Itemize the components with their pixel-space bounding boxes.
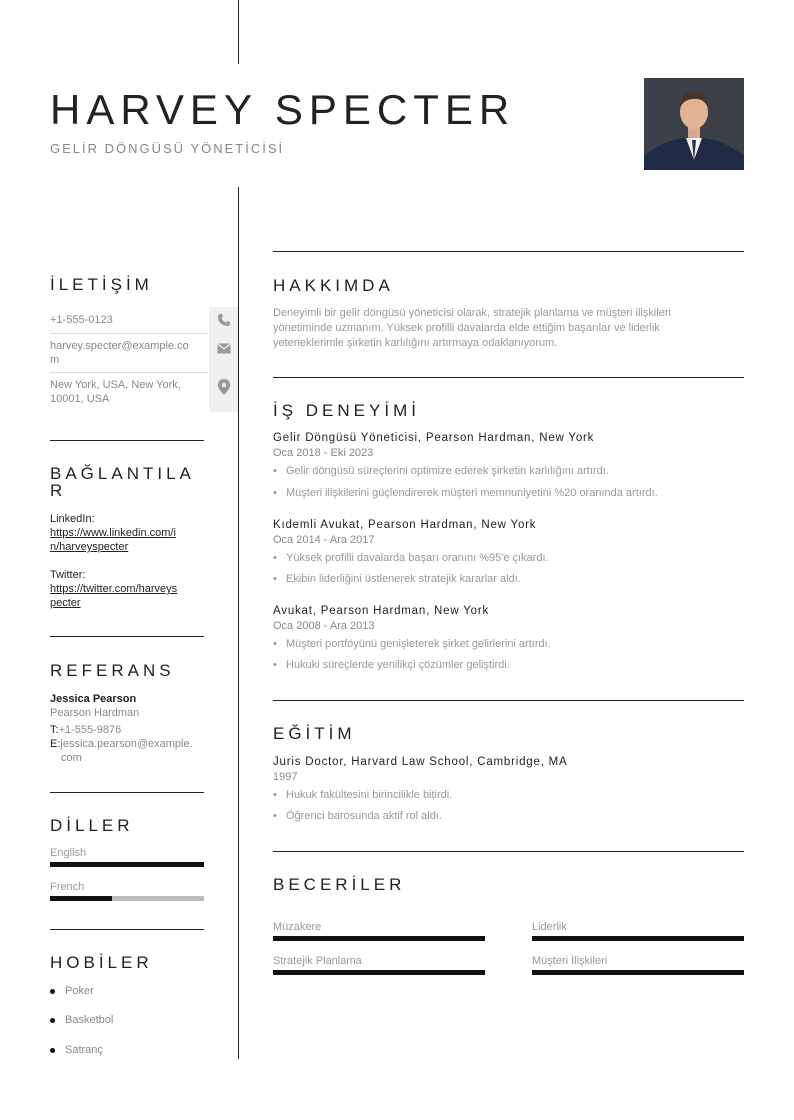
linkedin-url-line2[interactable]: n/harveyspecter	[50, 541, 129, 553]
hobby-label: Poker	[65, 985, 94, 997]
skill-level-bar	[273, 936, 485, 941]
language-level-bar-french	[50, 896, 204, 901]
education-year: 1997	[273, 771, 298, 783]
reference-email-line2: com	[61, 752, 82, 764]
skill-label: Müzakere	[273, 921, 322, 933]
bullet-dot-icon	[50, 989, 55, 994]
job-bullet-text: Yüksek profilli davalarda başarı oranını %95'e çıkardı.	[286, 552, 549, 564]
experience-section-title: İŞ DENEYİMİ	[273, 401, 420, 420]
contact-address-line1: New York, USA, New York,	[50, 379, 181, 391]
job-date: Oca 2018 - Eki 2023	[273, 447, 374, 459]
bullet-dot-icon: •	[273, 552, 277, 564]
contact-email-line1: harvey.specter@example.co	[50, 340, 189, 352]
links-section-title	[50, 465, 195, 499]
links-title-line1: BAĞLANTILA	[50, 464, 195, 483]
education-section-title: EĞİTİM	[273, 724, 356, 743]
reference-email-label: E:	[50, 738, 61, 750]
contact-separator	[50, 333, 208, 334]
bullet-dot-icon	[50, 1018, 55, 1023]
skills-section-title: BECERİLER	[273, 875, 406, 894]
education-bullet-text: Hukuk fakültesini birincilikle bitirdi.	[286, 789, 453, 801]
contact-phone: +1-555-0123	[50, 314, 113, 326]
linkedin-label: LinkedIn:	[50, 513, 95, 525]
location-pin-icon	[209, 374, 238, 400]
about-line: yönetiminde uzmanım. Yüksek profilli davalarda elde ettiğim başarılar ve liderlik	[273, 322, 660, 334]
twitter-link[interactable]	[50, 582, 177, 610]
about-section-title: HAKKIMDA	[273, 276, 394, 295]
job-title: Avukat, Pearson Hardman, New York	[273, 605, 490, 617]
column-divider-line	[238, 187, 239, 1059]
reference-email	[50, 737, 208, 765]
candidate-role: GELİR DÖNGÜSÜ YÖNETİCİSİ	[50, 141, 285, 156]
hobby-label: Satranç	[65, 1044, 103, 1056]
education-degree: Juris Doctor, Harvard Law School, Cambridge, MA	[273, 756, 568, 768]
language-level-fill-french	[50, 896, 112, 901]
contact-address	[50, 378, 208, 406]
profile-photo	[644, 78, 744, 170]
language-level-fill-english	[50, 862, 204, 867]
bullet-dot-icon	[50, 1048, 55, 1053]
phone-icon	[209, 307, 238, 333]
bullet-dot-icon: •	[273, 573, 277, 585]
reference-section-title: REFERANS	[50, 661, 175, 680]
bullet-dot-icon: •	[273, 810, 277, 822]
bullet-dot-icon: •	[273, 465, 277, 477]
main-divider	[273, 377, 744, 378]
skill-label: Müşteri İlişkileri	[532, 955, 608, 967]
hobbies-section-title: HOBİLER	[50, 953, 153, 972]
contact-address-line2: 10001, USA	[50, 393, 110, 405]
sidebar-divider	[50, 792, 204, 793]
reference-email-line1: jessica.pearson@example.	[60, 738, 193, 750]
envelope-icon	[209, 335, 238, 361]
twitter-url-line2[interactable]: pecter	[50, 597, 81, 609]
main-divider	[273, 851, 744, 852]
language-level-bar-english	[50, 862, 204, 867]
header-divider-line	[238, 0, 239, 64]
job-title: Kıdemli Avukat, Pearson Hardman, New York	[273, 519, 537, 531]
skill-level-bar	[532, 936, 744, 941]
skill-label: Liderlik	[532, 921, 567, 933]
main-divider	[273, 700, 744, 701]
job-bullet-text: Müşteri portföyünü genişleterek şirket gelirlerini artırdı.	[286, 638, 551, 650]
twitter-label: Twitter:	[50, 569, 86, 581]
bullet-dot-icon: •	[273, 659, 277, 671]
languages-section-title: DİLLER	[50, 816, 134, 835]
contact-email-line2: m	[50, 354, 60, 366]
sidebar-divider	[50, 440, 204, 441]
reference-company: Pearson Hardman	[50, 707, 140, 719]
language-name-english: English	[50, 847, 87, 859]
reference-phone-value: +1-555-9876	[58, 724, 122, 736]
job-bullet-text: Ekibin liderliğini üstlenerek stratejik kararlar aldı.	[286, 573, 521, 585]
linkedin-url-line1[interactable]: https://www.linkedin.com/i	[50, 527, 176, 539]
job-bullet-text: Hukuki süreçlerde yenilikçi çözümler geliştirdi.	[286, 659, 510, 671]
contact-email	[50, 339, 208, 367]
reference-phone	[50, 723, 121, 737]
reference-name: Jessica Pearson	[50, 693, 137, 705]
contact-separator	[50, 372, 208, 373]
sidebar-divider	[50, 636, 204, 637]
linkedin-link[interactable]	[50, 526, 176, 554]
education-bullet-text: Öğrenci barosunda aktif rol aldı.	[286, 810, 442, 822]
sidebar-divider	[50, 929, 204, 930]
job-date: Oca 2014 - Ara 2017	[273, 534, 375, 546]
job-bullet-text: Gelir döngüsü süreçlerini optimize ederek şirketin karlılığını artırdı.	[286, 465, 609, 477]
about-line: yeteneklerimle şirketin karlılığını artırmaya odaklanıyorum.	[273, 337, 558, 349]
skill-label: Stratejik Planlama	[273, 955, 362, 967]
about-paragraph	[273, 306, 743, 351]
candidate-name: HARVEY SPECTER	[50, 86, 516, 133]
hobby-label: Basketbol	[65, 1014, 114, 1026]
skill-level-bar	[273, 970, 485, 975]
contact-section-title: İLETİŞİM	[50, 275, 153, 294]
twitter-url-line1[interactable]: https://twitter.com/harveys	[50, 583, 178, 595]
about-line: Deneyimli bir gelir döngüsü yöneticisi olarak, stratejik planlama ve müşteri ilişkileri	[273, 307, 671, 319]
language-name-french: French	[50, 881, 85, 893]
job-bullet-text: Müşteri ilişkilerini güçlendirerek müşteri memnuniyetini %20 oranında artırdı.	[286, 487, 658, 499]
bullet-dot-icon: •	[273, 789, 277, 801]
main-divider	[273, 251, 744, 252]
job-date: Oca 2008 - Ara 2013	[273, 620, 375, 632]
bullet-dot-icon: •	[273, 487, 277, 499]
bullet-dot-icon: •	[273, 638, 277, 650]
reference-phone-label: T:	[50, 724, 59, 736]
job-title: Gelir Döngüsü Yöneticisi, Pearson Hardman, New York	[273, 432, 595, 444]
links-title-line2: R	[50, 481, 67, 500]
portrait-image	[644, 78, 744, 170]
skill-level-bar	[532, 970, 744, 975]
